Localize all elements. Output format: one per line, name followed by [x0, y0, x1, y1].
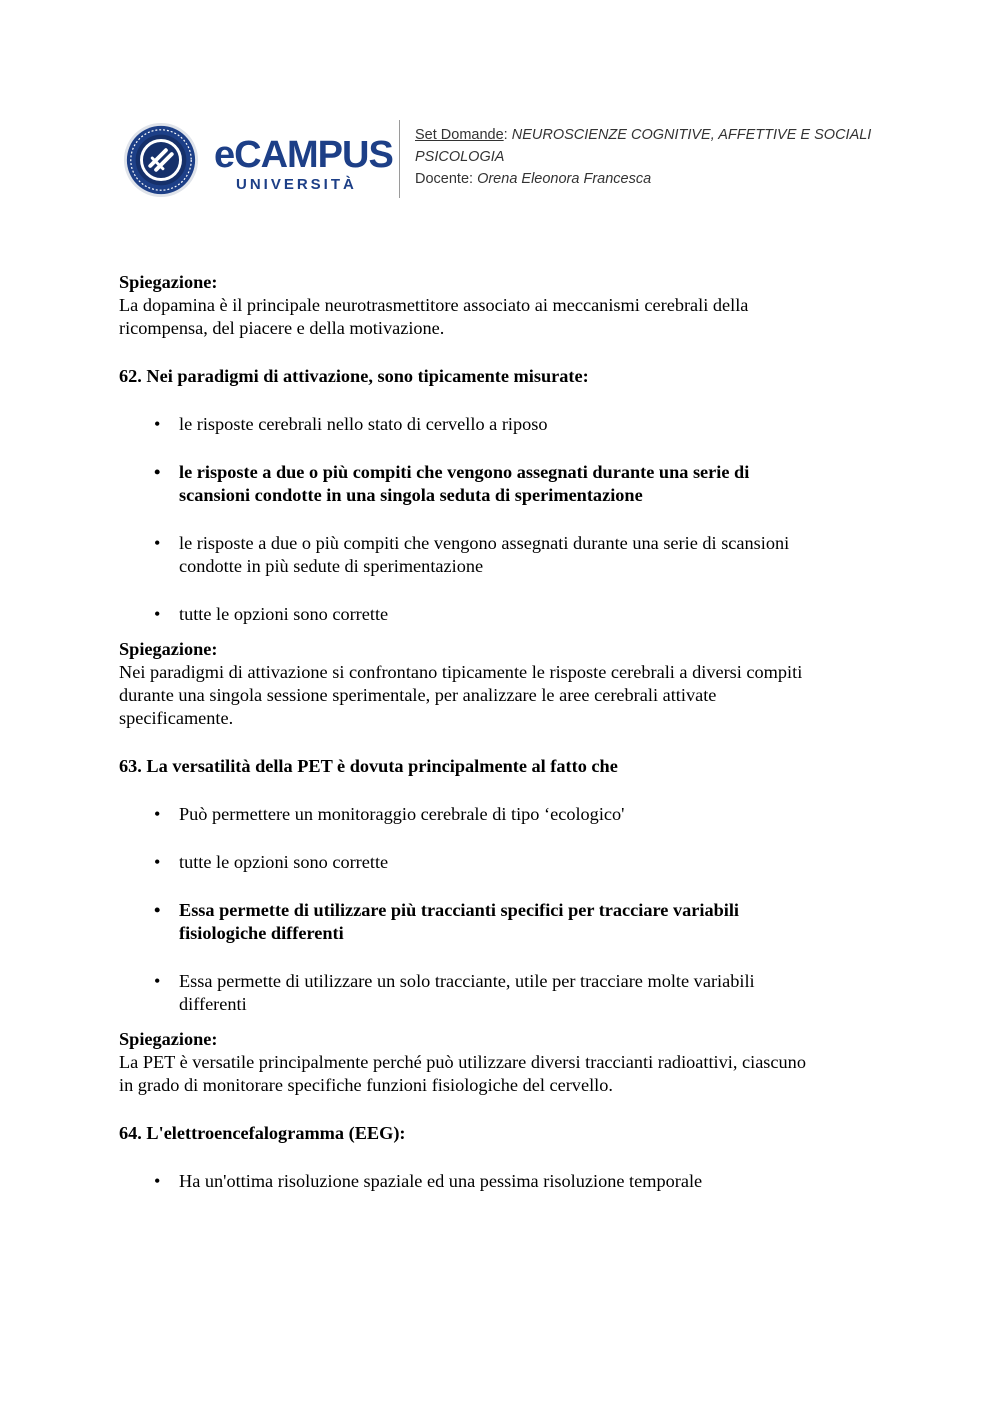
- option-line: condotte in più sedute di sperimentazione: [179, 556, 484, 576]
- option-line: le risposte a due o più compiti che vengono assegnati durante una serie di: [179, 462, 750, 482]
- bullet-icon: •: [154, 1171, 161, 1191]
- explanation-line: La PET è versatile principalmente perché può utilizzare diversi traccianti radioattivi, ciascuno: [119, 1052, 806, 1072]
- bullet-icon: •: [154, 971, 161, 991]
- course-line: [415, 146, 871, 168]
- option-line: le risposte cerebrali nello stato di cervello a riposo: [179, 414, 548, 434]
- brand-subtitle: UNIVERSITÀ: [236, 176, 357, 193]
- explanation-block: [119, 638, 889, 730]
- explanation-line: specificamente.: [119, 708, 234, 728]
- explanation-label: Spiegazione:: [119, 1029, 218, 1049]
- answer-option: [119, 851, 889, 874]
- option-line: differenti: [179, 994, 247, 1014]
- bullet-icon: •: [154, 462, 161, 482]
- answer-option: [119, 603, 889, 626]
- docente-line: [415, 168, 871, 190]
- option-line: Può permettere un monitoraggio cerebrale di tipo ‘ecologico': [179, 804, 625, 824]
- bullet-icon: •: [154, 533, 161, 553]
- bullet-icon: •: [154, 414, 161, 434]
- option-line: Ha un'ottima risoluzione spaziale ed una pessima risoluzione temporale: [179, 1171, 703, 1191]
- set-label: Set Domande: [415, 127, 504, 143]
- docente-label: Docente:: [415, 171, 474, 187]
- ecampus-seal-icon: [122, 121, 200, 199]
- page-header: [122, 118, 902, 202]
- bullet-icon: •: [154, 604, 161, 624]
- explanation-line: durante una singola sessione sperimentale, per analizzare le aree cerebrali attivate: [119, 685, 717, 705]
- answer-options: [119, 413, 889, 626]
- option-line: Essa permette di utilizzare più traccianti specifici per tracciare variabili: [179, 900, 739, 920]
- set-value: NEUROSCIENZE COGNITIVE, AFFETTIVE E SOCIALI: [511, 127, 872, 143]
- brand-logo: [214, 134, 393, 196]
- course-name: PSICOLOGIA: [415, 149, 505, 165]
- answer-option: [119, 413, 889, 436]
- bullet-icon: •: [154, 804, 161, 824]
- set-line: Set Domande: NEUROSCIENZE COGNITIVE, AFFETTIVE E SOCIALI: [415, 127, 872, 143]
- option-line: Essa permette di utilizzare un solo tracciante, utile per tracciare molte variabili: [179, 971, 755, 991]
- explanation-block: [119, 271, 889, 340]
- explanation-label: Spiegazione:: [119, 272, 218, 292]
- option-line: tutte le opzioni sono corrette: [179, 604, 389, 624]
- header-divider: [399, 120, 400, 198]
- explanation-line: in grado di monitorare specifiche funzioni fisiologiche del cervello.: [119, 1075, 613, 1095]
- header-meta: [415, 124, 871, 190]
- explanation-line: La dopamina è il principale neurotrasmettitore associato ai meccanismi cerebrali della: [119, 295, 749, 315]
- page-content: [119, 271, 889, 1218]
- option-line: tutte le opzioni sono corrette: [179, 852, 389, 872]
- explanation-label: Spiegazione:: [119, 639, 218, 659]
- question-title: 62. Nei paradigmi di attivazione, sono tipicamente misurate:: [119, 366, 589, 386]
- answer-option: [119, 532, 889, 578]
- bullet-icon: •: [154, 852, 161, 872]
- option-line: le risposte a due o più compiti che vengono assegnati durante una serie di scansioni: [179, 533, 790, 553]
- answer-option: [119, 970, 889, 1016]
- answer-option: [119, 803, 889, 826]
- explanation-line: ricompensa, del piacere e della motivazione.: [119, 318, 445, 338]
- explanation-block: [119, 1028, 889, 1097]
- answer-option-correct: [119, 461, 889, 507]
- answer-option: [119, 1170, 889, 1193]
- option-line: fisiologiche differenti: [179, 923, 344, 943]
- answer-option-correct: [119, 899, 889, 945]
- answer-options: [119, 1170, 889, 1193]
- docente-name: Orena Eleonora Francesca: [477, 171, 652, 187]
- explanation-line: Nei paradigmi di attivazione si confrontano tipicamente le risposte cerebrali a diversi compiti: [119, 662, 803, 682]
- brand-name: eCAMPUS: [214, 134, 393, 176]
- question-title: 64. L'elettroencefalogramma (EEG):: [119, 1123, 406, 1143]
- bullet-icon: •: [154, 900, 161, 920]
- option-line: scansioni condotte in una singola seduta di sperimentazione: [179, 485, 643, 505]
- question-title: 63. La versatilità della PET è dovuta principalmente al fatto che: [119, 756, 618, 776]
- answer-options: [119, 803, 889, 1016]
